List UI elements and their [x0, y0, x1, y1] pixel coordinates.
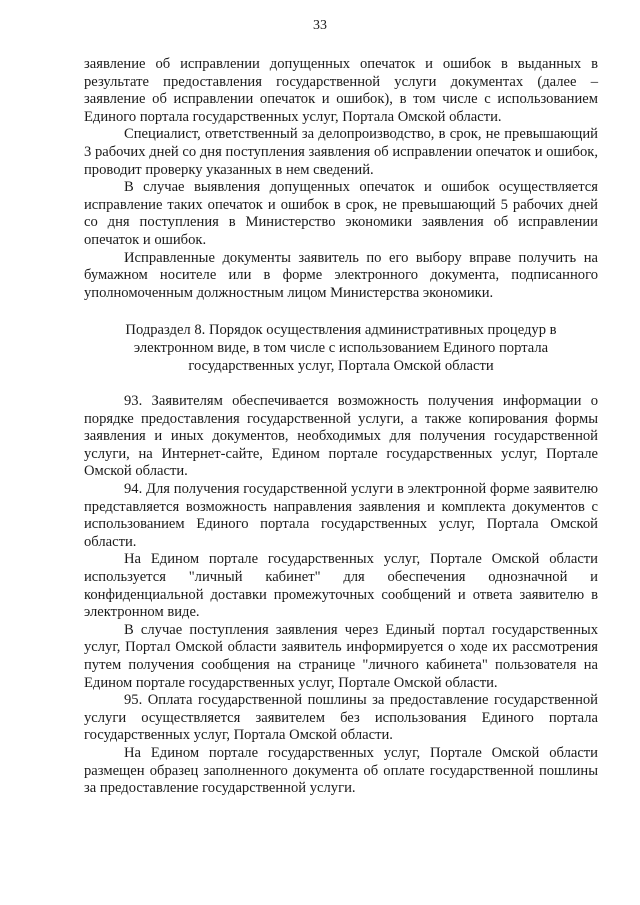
paragraph: На Едином портале государственных услуг, Портале Омской области размещен образец заполненного документа об оплате государственной пошлины за предоставление государственной услуги. [84, 744, 598, 797]
paragraph: В случае поступления заявления через Единый портал государственных услуг, Портал Омской области заявитель информируется о ходе их рассмотрения путем получения сообщения на странице "личного кабинета" пользователя на Едином портале государственных услуг, Портале Омской области. [84, 621, 598, 691]
paragraph: В случае выявления допущенных опечаток и ошибок осуществляется исправление таких опечаток и ошибок в срок, не превышающий 5 рабочих дней со дня поступления в Министерство экономики заявления об исправлении опечаток и ошибок. [84, 179, 598, 248]
paragraph-continuation: заявление об исправлении допущенных опечаток и ошибок в выданных в результате предоставления государственной услуги документах (далее – заявление об исправлении опечаток и ошибок), в том числе с использованием Единого портала государственных услуг, Портала Омской области. [84, 56, 598, 125]
paragraph-93: 93. Заявителям обеспечивается возможность получения информации о порядке предоставления государственной услуги, а также копирования формы заявления и иных документов, необходимых для получения государственной услуги, на Интернет-сайте, Едином портале государственных услуг, Портале Омской области. [84, 393, 598, 480]
subsection-title: Подраздел 8. Порядок осуществления административных процедур в электронном виде, в том числе с использованием Единого портала государственных услуг, Портала Омской области [125, 322, 557, 374]
document-body [84, 56, 598, 798]
paragraph: Специалист, ответственный за делопроизводство, в срок, не превышающий 3 рабочих дней со дня поступления заявления об исправлении опечаток и ошибок, проводит проверку указанных в нем сведений. [84, 126, 598, 178]
page-number: 33 [313, 18, 327, 33]
paragraph: На Едином портале государственных услуг, Портале Омской области используется "личный кабинет" для обеспечения однозначной и конфиденциальной доставки промежуточных сообщений и ответа заявителю в электронном виде. [84, 551, 598, 621]
paragraph-95: 95. Оплата государственной пошлины за предоставление государственной услуги осуществляется заявителем без использования Единого портала государственных услуг, Портала Омской области. [84, 692, 598, 744]
paragraph: Исправленные документы заявитель по его выбору вправе получить на бумажном носителе или в форме электронного документа, подписанного уполномоченным должностным лицом Министерства экономики. [84, 249, 598, 301]
paragraph-94: 94. Для получения государственной услуги в электронной форме заявителю представляется возможность направления заявления и комплекта документов с использованием Единого портала государственных услуг, Портала Омской области. [84, 481, 598, 550]
